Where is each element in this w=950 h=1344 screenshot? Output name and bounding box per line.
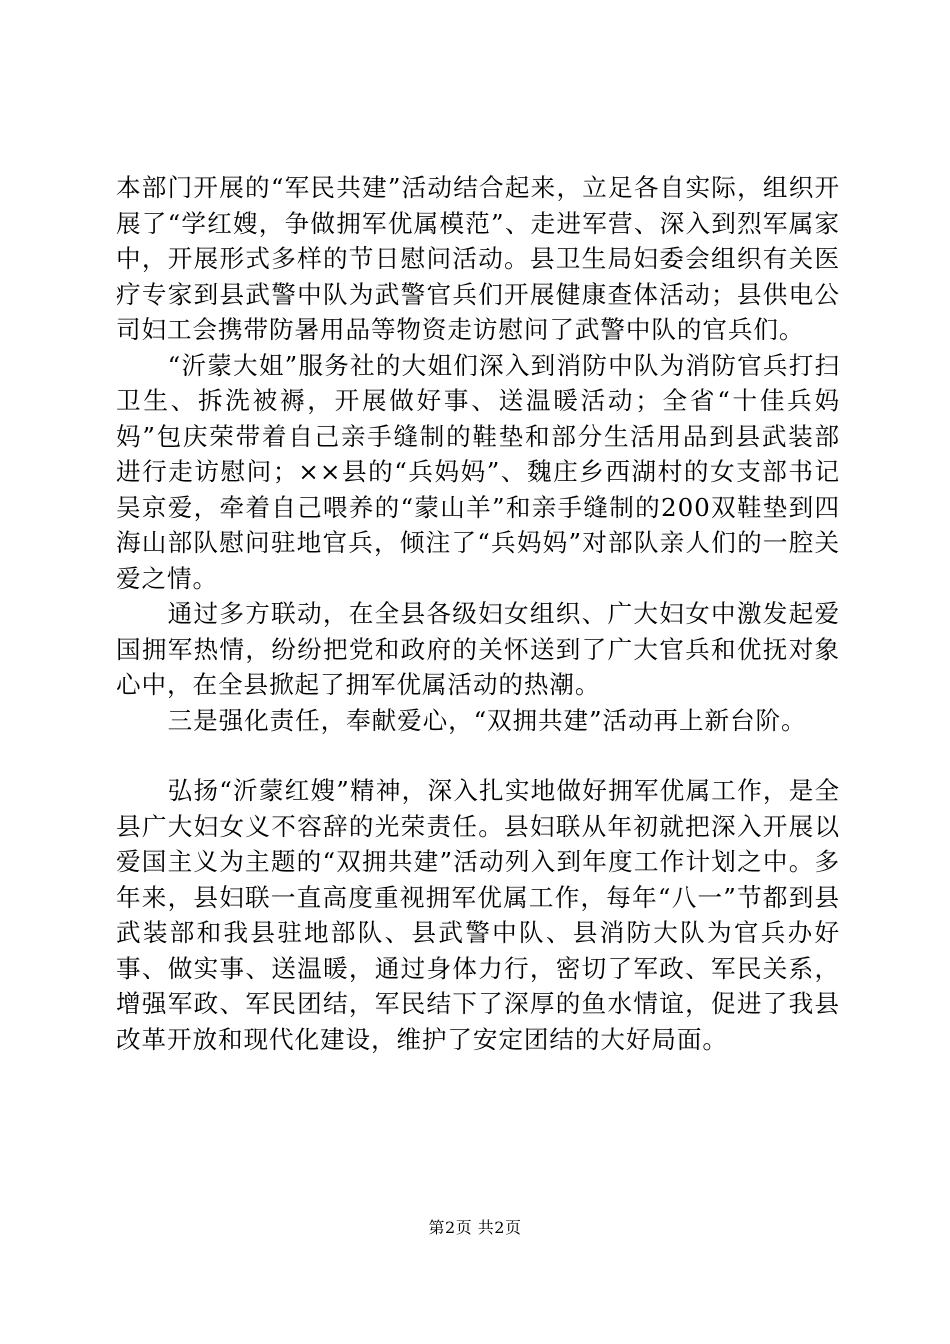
page-number: 第2页 共2页	[428, 1218, 522, 1237]
paragraph-spacer	[116, 738, 840, 773]
document-body	[116, 170, 840, 1057]
paragraph-5: 弘扬“沂蒙红嫂”精神，深入扎实地做好拥军优属工作，是全县广大妇女义不容辞的光荣责任。县妇联从年初就把深入开展以爱国主义为主题的“双拥共建”活动列入到年度工作计划之中。多年来，县妇联一直高度重视拥军优属工作，每年“八一”节都到县武装部和我县驻地部队、县武警中队、县消防大队为官兵办好事、做实事、送温暖，通过身体力行，密切了军政、军民关系，增强军政、军民团结，军民结下了深厚的鱼水情谊，促进了我县改革开放和现代化建设，维护了安定团结的大好局面。	[116, 776, 840, 1054]
paragraph-2: “沂蒙大姐”服务社的大姐们深入到消防中队为消防官兵打扫卫生、拆洗被褥，开展做好事、送温暖活动；全省“十佳兵妈妈”包庆荣带着自己亲手缝制的鞋垫和部分生活用品到县武装部进行走访慰问；××县的“兵妈妈”、魏庄乡西湖村的女支部书记吴京爱，牵着自己喂养的“蒙山羊”和亲手缝制的200双鞋垫到四海山部队慰问驻地官兵，倾注了“兵妈妈”对部队亲人们的一腔关爱之情。	[116, 350, 840, 593]
section-heading: 三是强化责任，奉献爱心，“双拥共建”活动再上新台阶。	[167, 705, 807, 735]
paragraph-3: 通过多方联动，在全县各级妇女组织、广大妇女中激发起爱国拥军热情，纷纷把党和政府的关怀送到了广大官兵和优抚对象心中，在全县掀起了拥军优属活动的热潮。	[116, 599, 840, 699]
paragraph-1: 本部门开展的“军民共建”活动结合起来，立足各自实际，组织开展了“学红嫂，争做拥军优属模范”、走进军营、深入到烈军属家中，开展形式多样的节日慰问活动。县卫生局妇委会组织有关医疗专家到县武警中队为武警官兵们开展健康查体活动；县供电公司妇工会携带防暑用品等物资走访慰问了武警中队的官兵们。	[116, 173, 840, 344]
